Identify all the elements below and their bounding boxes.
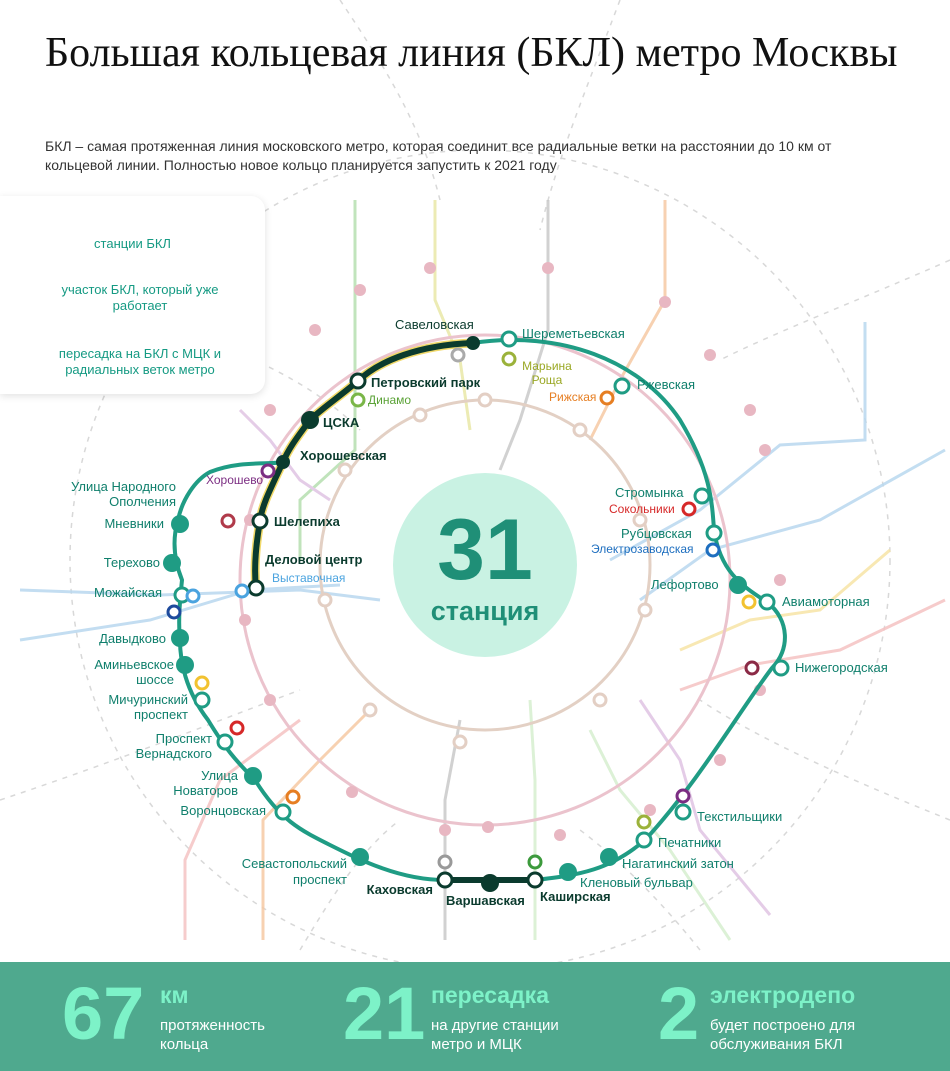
station-vorontsovskaya: Воронцовская <box>180 803 266 818</box>
stat-depot-unit: электродепо <box>710 982 856 1008</box>
transfer-elektrozavodskaya: Электрозаводская <box>591 542 694 556</box>
station-cska: ЦСКА <box>323 415 360 430</box>
stat-length-unit: км <box>160 982 189 1008</box>
station-nagatinsky-zaton: Нагатинский затон <box>622 856 734 871</box>
station-davydkovo: Давыдково <box>99 631 166 646</box>
station-mozhayskaya: Можайская <box>94 585 162 600</box>
transfer-maryina-roshcha: Марьина Роща <box>522 359 572 387</box>
center-number: 31 <box>437 502 533 598</box>
station-aviamotornaya: Авиамоторная <box>782 594 870 609</box>
legend-panel <box>0 196 265 394</box>
station-tekstilshchiki: Текстильщики <box>697 809 783 824</box>
page-subtitle: БКЛ – самая протяженная линия московского метро, которая соединит все радиальные ветки на расстоянии до 10 км от кольцевой линии. Полностью новое кольцо планируется запустить к 2021 году <box>45 138 832 173</box>
station-stromynka: Стромынка <box>615 485 684 500</box>
station-nizhegorodskaya: Нижегородская <box>795 660 888 675</box>
page-title: Большая кольцевая линия (БКЛ) метро Москвы <box>45 30 898 76</box>
stat-length-desc: протяженность кольца <box>160 1017 265 1053</box>
station-kakhovskaya: Каховская <box>366 882 433 897</box>
stat-transfers-value: 21 <box>343 972 426 1055</box>
station-varshavskaya: Варшавская <box>446 893 525 908</box>
legend-transfer: пересадка на БКЛ с МЦК и радиальных веток метро <box>58 346 222 377</box>
station-pechatniki: Печатники <box>658 835 722 850</box>
station-ulitsa-novatorov: Улица Новаторов <box>173 768 238 798</box>
stat-transfers-unit: пересадка <box>431 982 549 1008</box>
station-ulitsa-narodnogo-opolcheniya: Улица Народного Ополчения <box>71 479 176 509</box>
station-michurinsky-prospekt: Мичуринский проспект <box>108 692 188 722</box>
stat-length-value: 67 <box>62 972 145 1055</box>
station-rubtsovskaya: Рубцовская <box>621 526 692 541</box>
transfer-khoroshevo: Хорошево <box>206 473 264 487</box>
station-lefortovo: Лефортово <box>651 577 719 592</box>
transfer-dinamo: Динамо <box>368 393 412 407</box>
legend-working-section: участок БКЛ, который уже работает <box>61 282 219 313</box>
station-sevastopolsky-prospekt: Севастопольский проспект <box>241 856 347 887</box>
center-label: станция <box>430 596 540 626</box>
station-mnevniki: Мневники <box>104 516 164 531</box>
legend-bkl-stations: станции БКЛ <box>94 236 171 251</box>
station-rzhevskaya: Ржевская <box>637 377 696 392</box>
station-shelepikha: Шелепиха <box>274 514 340 529</box>
station-prospekt-vernadskogo: Проспект Вернадского <box>135 731 212 761</box>
station-delovoy-tsentr: Деловой центр <box>265 552 363 567</box>
stat-depot-value: 2 <box>658 972 700 1055</box>
transfer-rizhskaya: Рижская <box>549 390 597 404</box>
transfer-sokolniki: Сокольники <box>609 502 675 516</box>
station-sheremetyevskaya: Шереметьевская <box>522 326 625 341</box>
station-khoroshevskaya: Хорошевская <box>300 448 387 463</box>
transfer-vystavochnaya: Выставочная <box>272 571 346 585</box>
stat-depot-desc: будет построено для обслуживания БКЛ <box>710 1017 856 1053</box>
station-klenovy-bulvar: Кленовый бульвар <box>580 875 693 890</box>
stats-band <box>0 962 950 1071</box>
station-kashirskaya: Каширская <box>540 889 611 904</box>
station-savelovskaya: Савеловская <box>395 317 474 332</box>
stat-transfers-desc: на другие станции метро и МЦК <box>431 1017 559 1053</box>
station-aminyevskoe-shosse: Аминьевское шоссе <box>94 657 174 687</box>
station-terekhovo: Терехово <box>103 555 160 570</box>
station-petrovsky-park: Петровский парк <box>371 375 481 390</box>
